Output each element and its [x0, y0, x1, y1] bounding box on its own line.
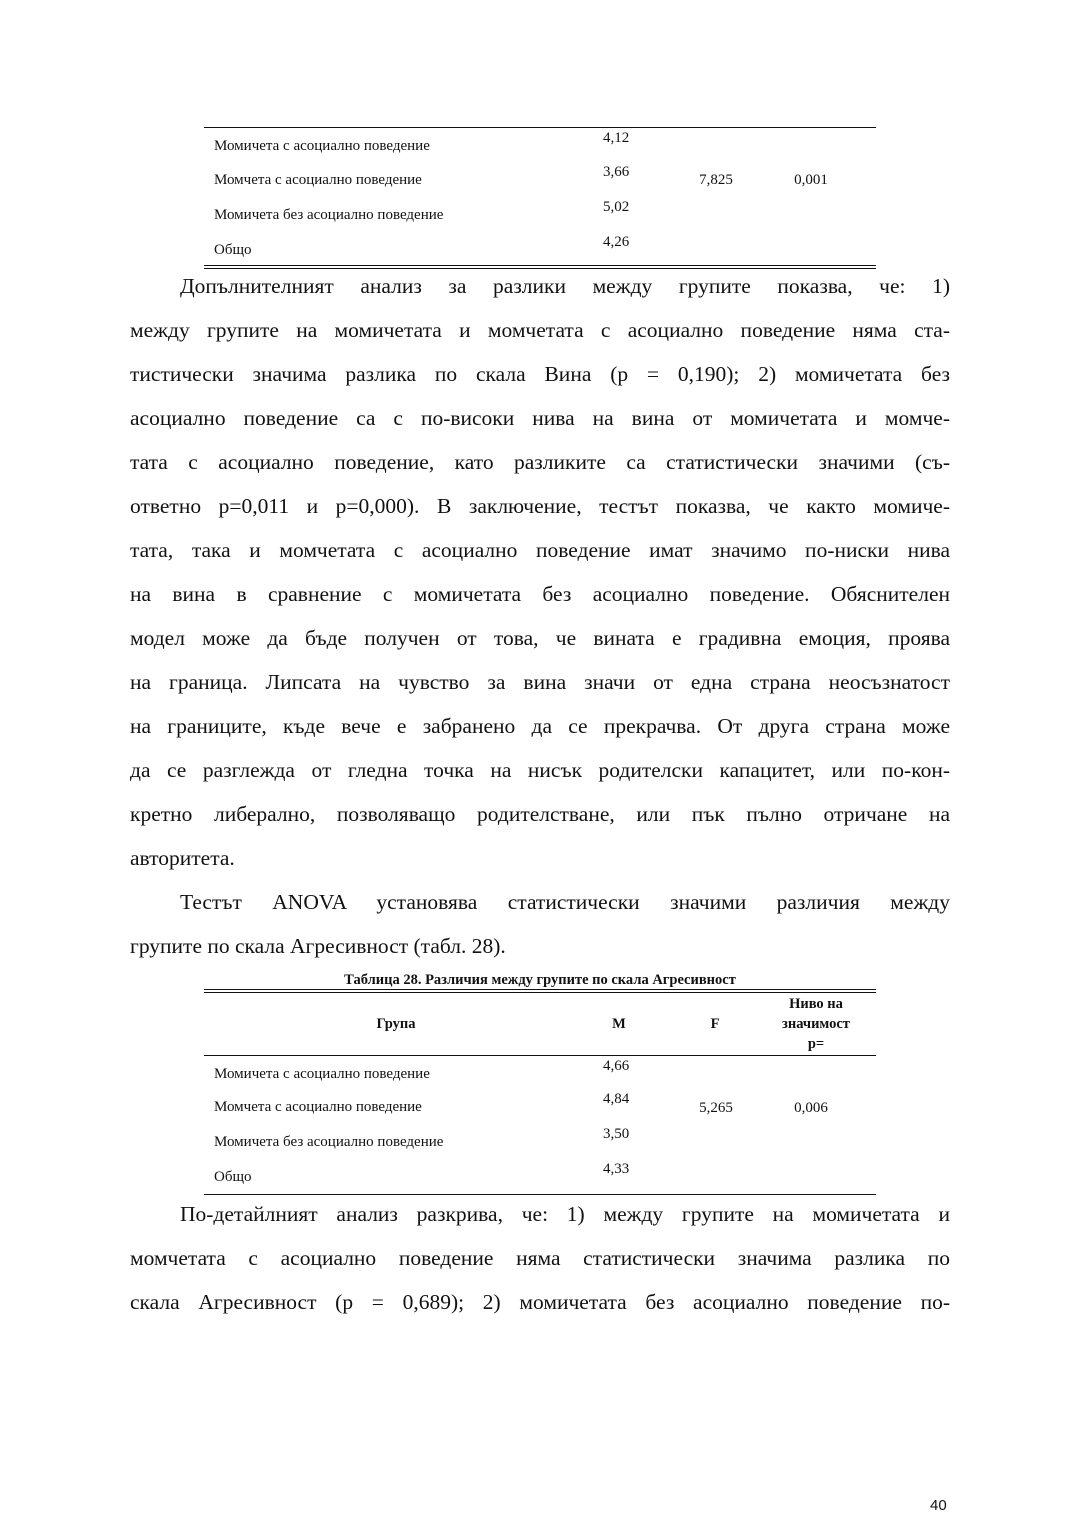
- text-line: на граница. Липсата на чувство за вина значи от една страна неосъзнатост: [130, 670, 950, 694]
- text-line: между групите на момичетата и момчетата с асоциално поведение няма ста-: [130, 318, 950, 342]
- m-cell: 3,66: [603, 164, 630, 180]
- m-cell: 4,12: [603, 130, 630, 146]
- text-line: да се разглежда от гледна точка на нисък родителски капацитет, или по-кон-: [130, 758, 950, 782]
- table-28-top-rule: [204, 989, 876, 990]
- text-line: По-детайлният анализ разкрива, че: 1) между групите на момичетата и: [180, 1202, 950, 1226]
- text-line: асоциално поведение са с по-високи нива на вина от момичетата и момче-: [130, 406, 950, 430]
- text-line: кретно либерално, позволяващо родителстване, или пък пълно отричане на: [130, 802, 950, 826]
- group-cell: Момчета с асоциално поведение: [214, 172, 422, 188]
- text-line: ответно р=0,011 и р=0,000). В заключение, тестът показва, че както момиче-: [130, 494, 950, 518]
- m-cell: 4,66: [603, 1058, 630, 1074]
- text-line: на вина в сравнение с момичетата без асоциално поведение. Обяснителен: [130, 582, 950, 606]
- table-row: [204, 1058, 876, 1086]
- text-line: Допълнителният анализ за разлики между групите показва, че: 1): [180, 274, 950, 298]
- text-line: тата, така и момчетата с асоциално поведение имат значимо по-ниски нива: [130, 538, 950, 562]
- f-value: 7,825: [699, 172, 733, 188]
- text-line: тистически значима разлика по скала Вина (р = 0,190); 2) момичетата без: [130, 362, 950, 386]
- table-28-header-rule: [204, 1055, 876, 1056]
- m-cell: 5,02: [603, 199, 630, 215]
- group-cell: Момчета с асоциално поведение: [214, 1099, 422, 1115]
- table-28-caption: Таблица 28. Различия между групите по скала Агресивност: [344, 972, 736, 988]
- text-line: тата с асоциално поведение, като разликите са статистически значими (съ-: [130, 450, 950, 474]
- f-value: 5,265: [699, 1100, 733, 1116]
- group-cell: Момичета без асоциално поведение: [214, 207, 444, 223]
- text-line: момчетата с асоциално поведение няма статистически значима разлика по: [130, 1246, 950, 1270]
- page-number: 40: [930, 1497, 947, 1514]
- text-line: модел може да бъде получен от това, че вината е градивна емоция, проява: [130, 626, 950, 650]
- text-line: скала Агресивност (р = 0,689); 2) момичетата без асоциално поведение по-: [130, 1290, 950, 1314]
- table-28-top-rule-2: [204, 992, 876, 993]
- table-28: [204, 0, 876, 1200]
- group-cell: Момичета с асоциално поведение: [214, 1066, 430, 1082]
- header-group: Група: [376, 1016, 416, 1032]
- header-f: F: [710, 1016, 720, 1032]
- m-cell: 3,50: [603, 1126, 630, 1142]
- group-cell: Момичета без асоциално поведение: [214, 1134, 444, 1150]
- header-significance-3: p=: [807, 1036, 825, 1052]
- m-cell: 4,33: [603, 1161, 630, 1177]
- p-value: 0,006: [794, 1100, 828, 1116]
- text-line: Тестът ANOVA установява статистически значими различия между: [180, 890, 950, 914]
- text-line: групите по скала Агресивност (табл. 28).: [130, 934, 506, 958]
- header-significance-1: Ниво на: [789, 996, 843, 1012]
- group-cell: Общо: [214, 242, 252, 258]
- group-cell: Момичета с асоциално поведение: [214, 138, 430, 154]
- m-cell: 4,84: [603, 1091, 630, 1107]
- table-row: [204, 1126, 876, 1154]
- p-value: 0,001: [794, 172, 828, 188]
- table-row: [204, 1161, 876, 1189]
- header-m: M: [612, 1016, 626, 1032]
- header-significance-2: значимост: [782, 1016, 850, 1032]
- m-cell: 4,26: [603, 234, 630, 250]
- group-cell: Общо: [214, 1169, 252, 1185]
- text-line: авторитета.: [130, 846, 235, 870]
- text-line: на границите, къде вече е забранено да се прекрачва. От друга страна може: [130, 714, 950, 738]
